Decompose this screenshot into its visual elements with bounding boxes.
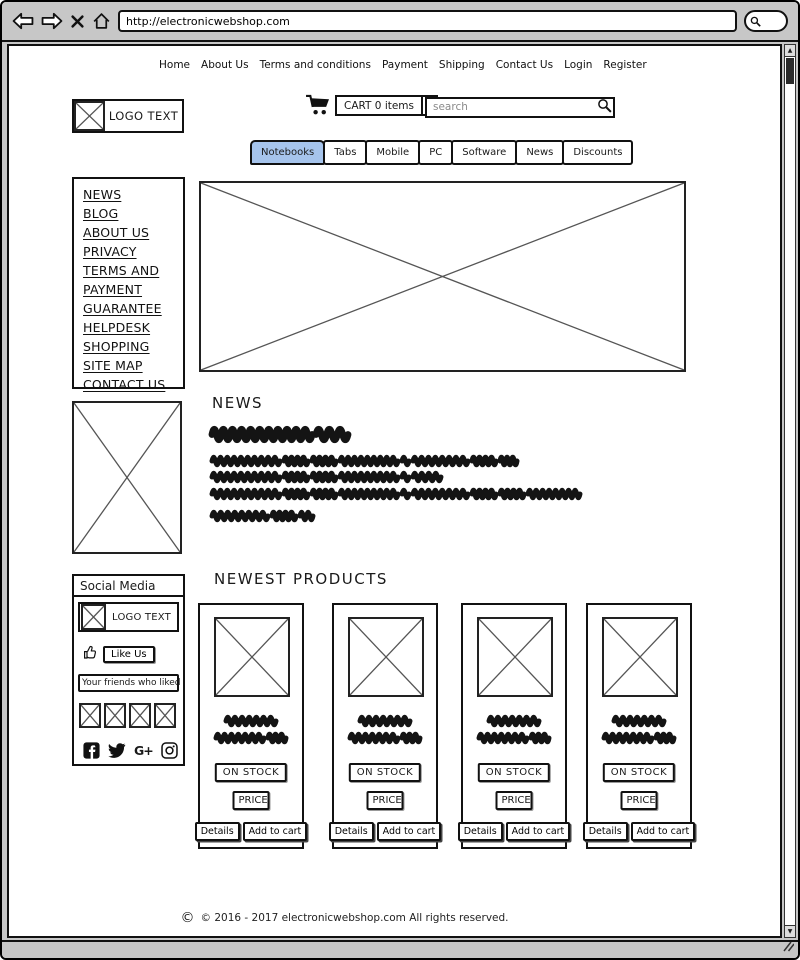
product-card (198, 603, 304, 849)
magnifier-icon (750, 12, 761, 31)
stock-badge: ON STOCK (603, 763, 675, 782)
social-icons-row (74, 741, 183, 759)
product-name-scribble (200, 717, 302, 725)
sidebar-item-terms-and-payment[interactable]: TERMS AND PAYMENT (83, 263, 160, 297)
vertical-scrollbar[interactable] (784, 44, 796, 938)
product-desc-scribble (200, 734, 302, 742)
scroll-up-icon[interactable]: ▲ (785, 45, 795, 57)
product-image-placeholder (214, 617, 290, 697)
news-text-scribble (212, 457, 517, 465)
google-plus-icon[interactable]: G+ (134, 742, 153, 758)
card-buttons (198, 822, 304, 841)
price-badge: PRICE (496, 791, 533, 810)
news-text-scribble (212, 490, 580, 498)
add-to-cart-button[interactable]: Add to cart (506, 822, 571, 841)
forward-arrow-icon[interactable] (41, 12, 63, 30)
home-icon[interactable] (92, 12, 111, 30)
avatar-placeholder (154, 703, 176, 728)
tab-discounts[interactable]: Discounts (562, 140, 633, 165)
cart-dropdown[interactable] (335, 95, 438, 116)
details-button[interactable]: Details (195, 822, 240, 841)
page (7, 44, 782, 938)
hero-image-placeholder (199, 181, 686, 372)
details-button[interactable]: Details (458, 822, 503, 841)
product-desc-scribble (334, 734, 436, 742)
product-card (586, 603, 692, 849)
scroll-down-icon[interactable]: ▼ (785, 925, 795, 937)
tab-software[interactable]: Software (451, 140, 517, 165)
price-badge: PRICE (233, 791, 270, 810)
nav-link-payment[interactable]: Payment (381, 59, 428, 71)
like-row (74, 644, 183, 664)
product-image-placeholder (348, 617, 424, 697)
nav-link-shipping[interactable]: Shipping (438, 59, 485, 71)
browser-toolbar (2, 2, 798, 42)
news-text-scribble (212, 473, 441, 481)
product-card (461, 603, 567, 849)
thumbs-up-icon (83, 644, 99, 664)
sidebar-item-privacy[interactable]: PRIVACY (83, 244, 137, 259)
search-box (425, 95, 615, 116)
product-image-placeholder (602, 617, 678, 697)
nav-link-register[interactable]: Register (603, 59, 647, 71)
details-button[interactable]: Details (583, 822, 628, 841)
add-to-cart-button[interactable]: Add to cart (243, 822, 308, 841)
sidebar-item-blog[interactable]: BLOG (83, 206, 119, 221)
tab-notebooks[interactable]: Notebooks (250, 140, 325, 165)
product-image-placeholder (477, 617, 553, 697)
avatar-placeholder (104, 703, 126, 728)
logo-text: LOGO TEXT (108, 109, 179, 123)
twitter-icon[interactable] (108, 741, 126, 759)
product-name-scribble (334, 717, 436, 725)
sidebar-menu (72, 177, 185, 392)
product-card (332, 603, 438, 849)
sidebar-item-guarantee[interactable]: GUARANTEE (83, 301, 162, 316)
price-badge: PRICE (367, 791, 404, 810)
resize-grip-icon[interactable] (782, 937, 794, 956)
product-name-scribble (463, 717, 565, 725)
stock-badge: ON STOCK (478, 763, 550, 782)
product-desc-scribble (588, 734, 690, 742)
social-logo[interactable] (78, 602, 179, 632)
tab-tabs[interactable]: Tabs (323, 140, 367, 165)
instagram-icon[interactable] (161, 742, 178, 759)
sidebar-item-about-us[interactable]: ABOUT US (83, 225, 150, 240)
card-buttons (332, 822, 438, 841)
products-heading: NEWEST PRODUCTS (214, 570, 388, 588)
add-to-cart-button[interactable]: Add to cart (377, 822, 442, 841)
sidebar-image-placeholder (72, 401, 182, 554)
avatar-placeholder (79, 703, 101, 728)
nav-link-login[interactable]: Login (564, 59, 593, 71)
sidebar-item-contact-us[interactable]: CONTACT US (83, 377, 166, 392)
product-name-scribble (588, 717, 690, 725)
sidebar-item-shopping[interactable]: SHOPPING (83, 339, 150, 354)
facebook-icon[interactable] (83, 742, 100, 759)
news-heading: NEWS (212, 394, 264, 412)
back-arrow-icon[interactable] (12, 12, 34, 30)
social-media-panel (72, 574, 185, 766)
add-to-cart-button[interactable]: Add to cart (631, 822, 696, 841)
nav-link-about-us[interactable]: About Us (201, 59, 249, 71)
card-buttons (586, 822, 692, 841)
product-desc-scribble (463, 734, 565, 742)
status-bar (2, 940, 798, 958)
sidebar-item-site-map[interactable]: SITE MAP (83, 358, 143, 373)
nav-link-contact-us[interactable]: Contact Us (495, 59, 554, 71)
avatar-placeholder (129, 703, 151, 728)
tab-mobile[interactable]: Mobile (365, 140, 420, 165)
friends-who-liked-label: Your friends who liked (78, 674, 179, 692)
social-media-title: Social Media (74, 576, 183, 597)
sidebar-item-news[interactable]: NEWS (83, 187, 122, 202)
friend-avatars (74, 703, 183, 728)
nav-link-home[interactable]: Home (159, 59, 191, 71)
like-us-button[interactable]: Like Us (103, 646, 155, 663)
scrollbar-thumb[interactable] (786, 58, 794, 84)
stock-badge: ON STOCK (215, 763, 287, 782)
stop-icon[interactable] (70, 14, 85, 29)
search-input[interactable] (425, 97, 615, 118)
news-headline-scribble (212, 429, 348, 440)
copyright-icon: © (180, 910, 195, 926)
social-logo-image-placeholder (81, 604, 106, 630)
price-badge: PRICE (621, 791, 658, 810)
category-tabs (250, 140, 633, 165)
sidebar-item-helpdesk[interactable]: HELPDESK (83, 320, 151, 335)
top-nav (159, 59, 647, 71)
card-buttons (461, 822, 567, 841)
news-text-scribble (212, 512, 313, 520)
logo-image-placeholder (74, 101, 105, 131)
tab-pc[interactable]: PC (418, 140, 453, 165)
details-button[interactable]: Details (329, 822, 374, 841)
url-input[interactable] (118, 10, 737, 32)
tab-news[interactable]: News (515, 140, 564, 165)
cart-count-label: CART 0 items (335, 95, 423, 116)
cart-icon[interactable] (305, 94, 331, 120)
browser-search-button[interactable] (744, 10, 788, 32)
search-icon[interactable] (597, 98, 612, 117)
footer (9, 910, 680, 926)
site-logo[interactable] (72, 99, 184, 133)
stock-badge: ON STOCK (349, 763, 421, 782)
copyright-text: © 2016 - 2017 electronicwebshop.com All rights reserved. (200, 912, 509, 924)
social-logo-text: LOGO TEXT (112, 611, 171, 623)
nav-link-terms[interactable]: Terms and conditions (259, 59, 371, 71)
